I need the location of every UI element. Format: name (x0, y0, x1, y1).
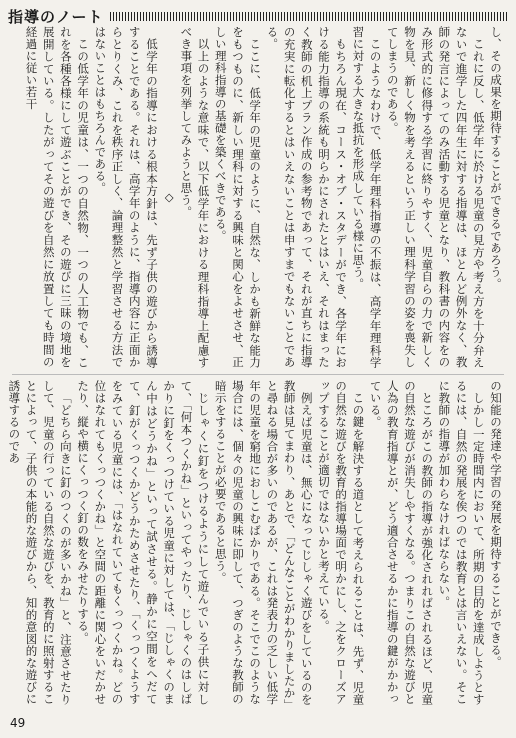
paragraph: この低学年の児童は、一つの自然物、一つの人工物でも、これを各種各様にして遊ぶことができ、その遊びに三昧の境地を展開している。したがってその遊びを自然に放置しても時間の経過に従い若干 (24, 26, 91, 368)
paragraph: 例えば児童は、無心になってじしゃく遊びをしているのを教師は見てまわり、あとで、「どんなことがわかりましたか」と尋ねる場合が多いのであるが、これは発表力の乏しい低学年の児童を窮地におしこむばかりである。そこでこのような場合には、個々の児童の興味に即して、つぎのような教師の暗示をすることが必要であると思う。 (213, 380, 314, 705)
paragraph: 以上のような意味で、以下低学年における理科指導上配慮すべき事項を列挙してみようと思う。 (179, 26, 211, 368)
paragraph: これに反し、低学年に於ける児童の見方や考え方を十分弁えないで進学した四年生に対する指導は、ほとんど例外なく、教師の発言によってのみ活動する児童となり、教科書の内容をのみ形式的に修得する学習に終りやすく、児童自らの力で新しく物を見、新しく物を考えるという正しい理科学習の姿を喪失してしまうのである。 (385, 26, 486, 369)
section-title: 指導のノート (8, 7, 104, 26)
paragraph: ところがこの教師の指導が強化されればされるほど、児童の自然な遊びが消失しやすくなる。つまりこの自然な遊びと人為の教育指導とが、どう適合させるかに指導の鍵がかかっている。 (368, 380, 435, 705)
paragraph: このようなわけで、低学年理科指導の不振は、高学年理科学習に対する大きな抵抗を形成している様に思う。 (351, 26, 383, 368)
section-break-mark: ◇ (162, 189, 177, 205)
paragraph: の知能の発達や学習の発展を期待することができる。 (489, 380, 503, 668)
paragraph: しかし一定時間内において、所期の目的を達成しようとするには、自然の発展を俟つのでは教育とは言いえない。そこに教師の指導が加わらなければならない。 (437, 380, 486, 705)
paragraph: し、その成果を期待することができるであろう。 (489, 26, 503, 290)
paragraph: じしゃくに釘をつけるようにして遊んでいる子供に対して、「何本つくかね」といってやったり、じしゃくのはしばかりに釘をくっつけている児童に対しては、「じしゃくのまん中はどうかね」といって試させる。静かに空間をへだてて、釘がくっつくかどうかためさせたり、「くっつくようすをみている児童には、「はなれていてもくっつくかね。どの位はなれてもくっつくかね」と空間の距離に関心をいだかせたり、縦や横にくっつく釘の数をみせたりする。 (76, 380, 211, 705)
text-block-top (12, 26, 504, 368)
paragraph: 低学年の指導における根本方針は、先ず子供の遊びから誘導することである。それは、高学年のように、指導内容に正面からとりくみ、これを秩序正しく、論理整然と学習させる方法ではないことはもちろんである。 (93, 26, 159, 368)
page-number: 49 (10, 716, 26, 730)
column-divider (12, 374, 504, 375)
header-rule (110, 12, 508, 21)
text-block-bottom (7, 380, 504, 705)
paragraph: この鍵を解決する道として考えられることは、先ず、児童の自然な遊びを教育的指導場面で明かにし、之をクローズアップすることが適切ではないかと考えている。 (316, 380, 366, 705)
page-header (8, 6, 508, 26)
paragraph: ここに、低学年の児童のように、自然な、しかも新鮮な能力をもつものに、新しい理科に対する興味と関心をよせさせ、正しい理科指導の基礎を築くべきである。 (213, 26, 263, 368)
paragraph: 「どちら向きに釘のつくのが多いかね」と、注意させたりして、児童の行っている自然な遊びを、教育的に照射することによって、子供の本能的な遊びから、知的意図的な遊びに誘導するのであ (7, 380, 73, 705)
paragraph: もちろん現在、コース・オブ・スタデーができ、各学年における能力指導の系統も明らかにされたとはいえ、それはまったく教師の机上プラン作成の参考物であって、それが直ちに指導の充実に転化するとはいえないことは申すまでもないことである。 (265, 26, 349, 368)
